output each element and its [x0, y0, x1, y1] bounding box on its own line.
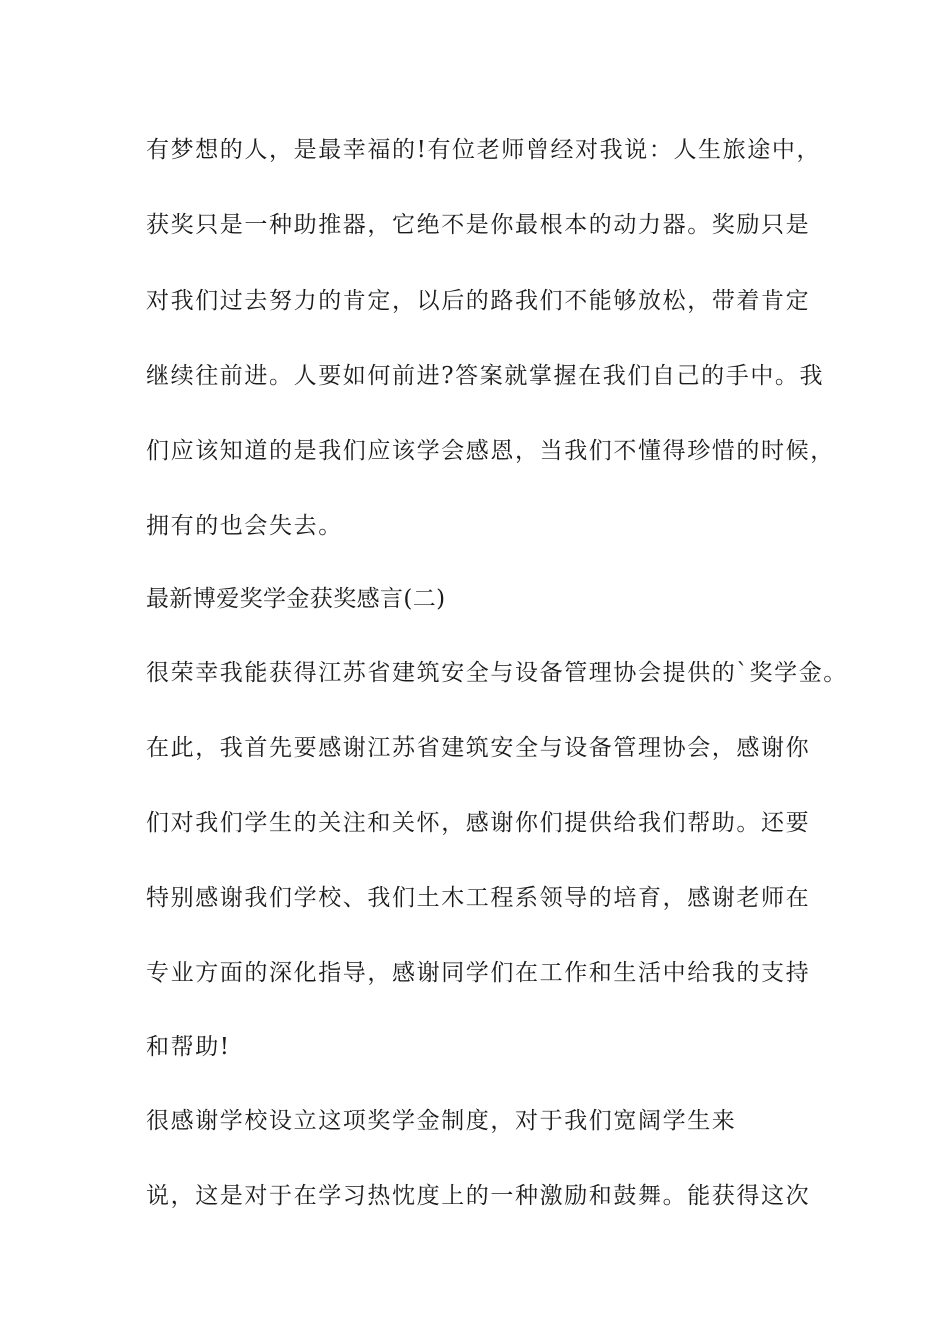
paragraph-line: 很荣幸我能获得江苏省建筑安全与设备管理协会提供的`奖学金。	[146, 660, 848, 686]
paragraph-line: 对我们过去努力的肯定，以后的路我们不能够放松，带着肯定	[146, 288, 811, 314]
paragraph-line: 们对我们学生的关注和关怀，感谢你们提供给我们帮助。还要	[146, 810, 811, 836]
paragraph-line: 获奖只是一种助推器，它绝不是你最根本的动力器。奖励只是	[146, 212, 811, 238]
paragraph-line: 有梦想的人，是最幸福的!有位老师曾经对我说：人生旅途中，	[146, 137, 822, 163]
section-heading: 最新博爱奖学金获奖感言(二)	[146, 586, 446, 612]
paragraph-line: 很感谢学校设立这项奖学金制度，对于我们宽阔学生来	[146, 1108, 737, 1134]
paragraph-line: 和帮助!	[146, 1034, 231, 1060]
paragraph-line: 们应该知道的是我们应该学会感恩，当我们不懂得珍惜的时候，	[146, 438, 835, 464]
paragraph-line: 说，这是对于在学习热忱度上的一种激励和鼓舞。能获得这次	[146, 1183, 811, 1209]
paragraph-line: 专业方面的深化指导，感谢同学们在工作和生活中给我的支持	[146, 960, 811, 986]
paragraph-line: 在此，我首先要感谢江苏省建筑安全与设备管理协会，感谢你	[146, 735, 811, 761]
paragraph-line: 继续往前进。人要如何前进?答案就掌握在我们自己的手中。我	[146, 363, 825, 389]
paragraph-line: 拥有的也会失去。	[146, 513, 343, 539]
paragraph-line: 特别感谢我们学校、我们土木工程系领导的培育，感谢老师在	[146, 885, 811, 911]
